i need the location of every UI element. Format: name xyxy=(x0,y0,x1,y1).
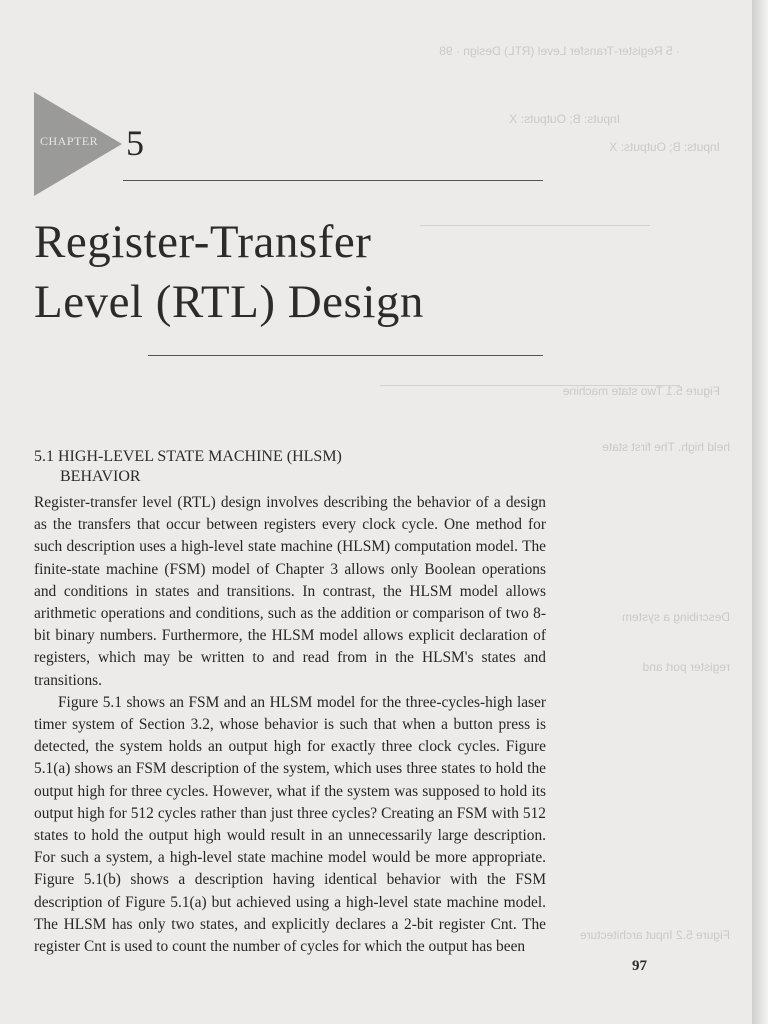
chapter-label: CHAPTER xyxy=(40,134,99,148)
show-through-text: held high. The first state xyxy=(602,440,730,454)
show-through-text: Inputs: B; Outputs: X xyxy=(509,112,620,126)
paragraph: Register-transfer level (RTL) design involves describing the behavior of a design as the transfers that occur between registers every clock cycle. One method for such description uses a high-level state machine (HLSM) computation model. The finite-state machine (FSM) model of Chapter 3 allows only Boolean operations and conditions in states and transitions. In contrast, the HLSM model allows arithmetic operations and conditions, such as the addition or comparison of two 8-bit binary numbers. Furthermore, the HLSM model allows explicit declaration of registers, which may be written to and read from in the HLSM's states and transitions. xyxy=(34,494,546,689)
section-heading xyxy=(34,447,514,487)
chapter-rule xyxy=(123,180,543,181)
section-number: 5.1 xyxy=(34,448,54,465)
chapter-number: 5 xyxy=(126,123,144,163)
chapter-title xyxy=(34,212,424,332)
chapter-title-line1: Register-Transfer xyxy=(34,216,372,268)
show-through-text: · 5 Register-Transfer Level (RTL) Design · 98 xyxy=(439,44,680,58)
show-through-text: register port and xyxy=(642,660,730,674)
page-edge-shadow xyxy=(752,0,768,1024)
chapter-title-line2: Level (RTL) Design xyxy=(34,276,424,328)
show-through-text: Figure 5.1 Two state machine xyxy=(562,384,720,398)
page-number: 97 xyxy=(632,958,647,974)
show-through-text: Figure 5.2 Input architecture xyxy=(579,928,730,942)
section-heading-line2: BEHAVIOR xyxy=(60,468,141,485)
paragraph: Figure 5.1 shows an FSM and an HLSM model for the three-cycles-high laser timer system of Section 3.2, whose behavior is such that when a button press is detected, the system holds an output high for exactly three clock cycles. Figure 5.1(a) shows an FSM description of the system, which uses three states to hold the output high for three cycles. However, what if the system was supposed to hold its output high for 512 cycles rather than just three cycles? Creating an FSM with 512 states to hold the output high would result in an unnecessarily large description. For such a system, a high-level state machine model would be more appropriate. Figure 5.1(b) shows a description having identical behavior with the FSM description of Figure 5.1(a) but achieved using a high-level state machine model. The HLSM has only two states, and explicitly declares a 2-bit register Cnt. The register Cnt is used to count the number of cycles for which the output has been xyxy=(34,693,546,956)
show-through-text: Describing a system xyxy=(621,610,730,624)
body-text xyxy=(34,492,546,958)
section-heading-line1: HIGH-LEVEL STATE MACHINE (HLSM) xyxy=(58,448,342,465)
title-rule xyxy=(148,355,543,356)
show-through-text: Inputs: B; Outputs: X xyxy=(609,140,720,154)
show-through-line xyxy=(420,225,650,226)
